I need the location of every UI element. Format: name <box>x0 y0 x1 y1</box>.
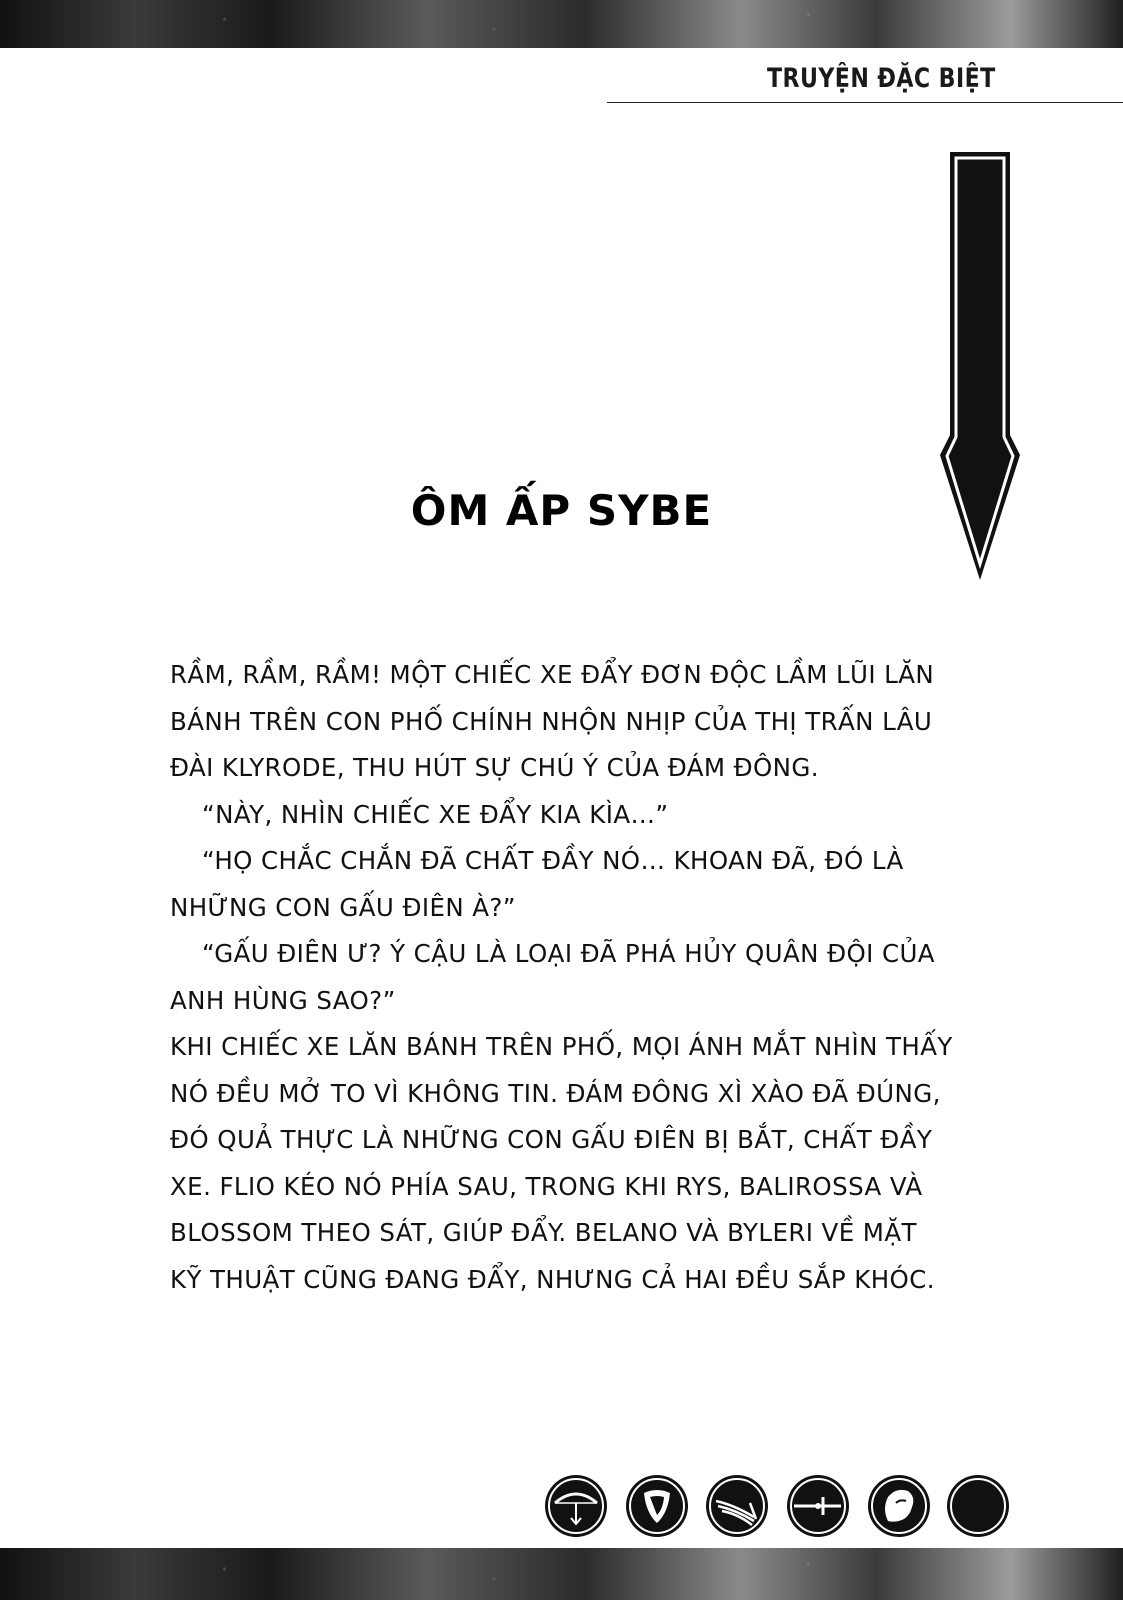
body-line: ĐÀI KLYRODE, THU HÚT SỰ CHÚ Ý CỦA ĐÁM ĐÔNG. <box>170 753 819 782</box>
body-line: BLOSSOM THEO SÁT, GIÚP ĐẨY. BELANO VÀ BYLERI VỀ MẶT <box>170 1218 917 1247</box>
body-line: NÓ ĐỀU MỞ TO VÌ KHÔNG TIN. ĐÁM ĐÔNG XÌ XÀO ĐÃ ĐÚNG, <box>170 1078 941 1108</box>
bottom-decorative-bar <box>0 1548 1123 1600</box>
body-line: KỸ THUẬT CŨNG ĐANG ĐẨY, NHƯNG CẢ HAI ĐỀU SẮP KHÓC. <box>170 1264 935 1294</box>
body-line: “NÀY, NHÌN CHIẾC XE ĐẨY KIA KÌA…” <box>202 799 669 829</box>
body-line: ĐÓ QUẢ THỰC LÀ NHỮNG CON GẤU ĐIÊN BỊ BẮT, CHẤT ĐẦY <box>170 1125 933 1154</box>
sword-icon <box>785 1473 851 1539</box>
section-header-label: TRUYỆN ĐẶC BIỆT <box>767 63 996 94</box>
body-line: “GẤU ĐIÊN Ư? Ý CẬU LÀ LOẠI ĐÃ PHÁ HỦY QUÂN ĐỘI CỦA <box>202 939 935 968</box>
body-line: “HỌ CHẮC CHẮN ĐÃ CHẤT ĐẦY NÓ… KHOAN ĐÃ, ĐÓ LÀ <box>202 846 904 875</box>
story-body <box>170 652 1010 1303</box>
body-line: NHỮNG CON GẤU ĐIÊN À?” <box>170 892 516 922</box>
head-silhouette-icon <box>866 1473 932 1539</box>
chapter-title: ÔM ẤP SYBE <box>410 486 713 535</box>
header-rule <box>607 102 1123 103</box>
body-line: KHI CHIẾC XE LĂN BÁNH TRÊN PHỐ, MỌI ÁNH MẮT NHÌN THẤY <box>170 1032 953 1061</box>
bow-icon <box>543 1473 609 1539</box>
class-icon-row <box>543 1473 1013 1543</box>
body-line: ANH HÙNG SAO?” <box>170 985 396 1015</box>
body-line: BÁNH TRÊN CON PHỐ CHÍNH NHỘN NHỊP CỦA THỊ TRẤN LÂU <box>170 706 933 736</box>
top-decorative-bar <box>0 0 1123 48</box>
claw-icon <box>704 1473 770 1539</box>
body-line: RẦM, RẦM, RẦM! MỘT CHIẾC XE ĐẨY ĐƠN ĐỘC LẦM LŨI LĂN <box>170 660 935 689</box>
blank-circle-icon <box>945 1473 1011 1539</box>
shield-icon <box>624 1473 690 1539</box>
body-line: XE. FLIO KÉO NÓ PHÍA SAU, TRONG KHI RYS, BALIROSSA VÀ <box>170 1171 923 1201</box>
